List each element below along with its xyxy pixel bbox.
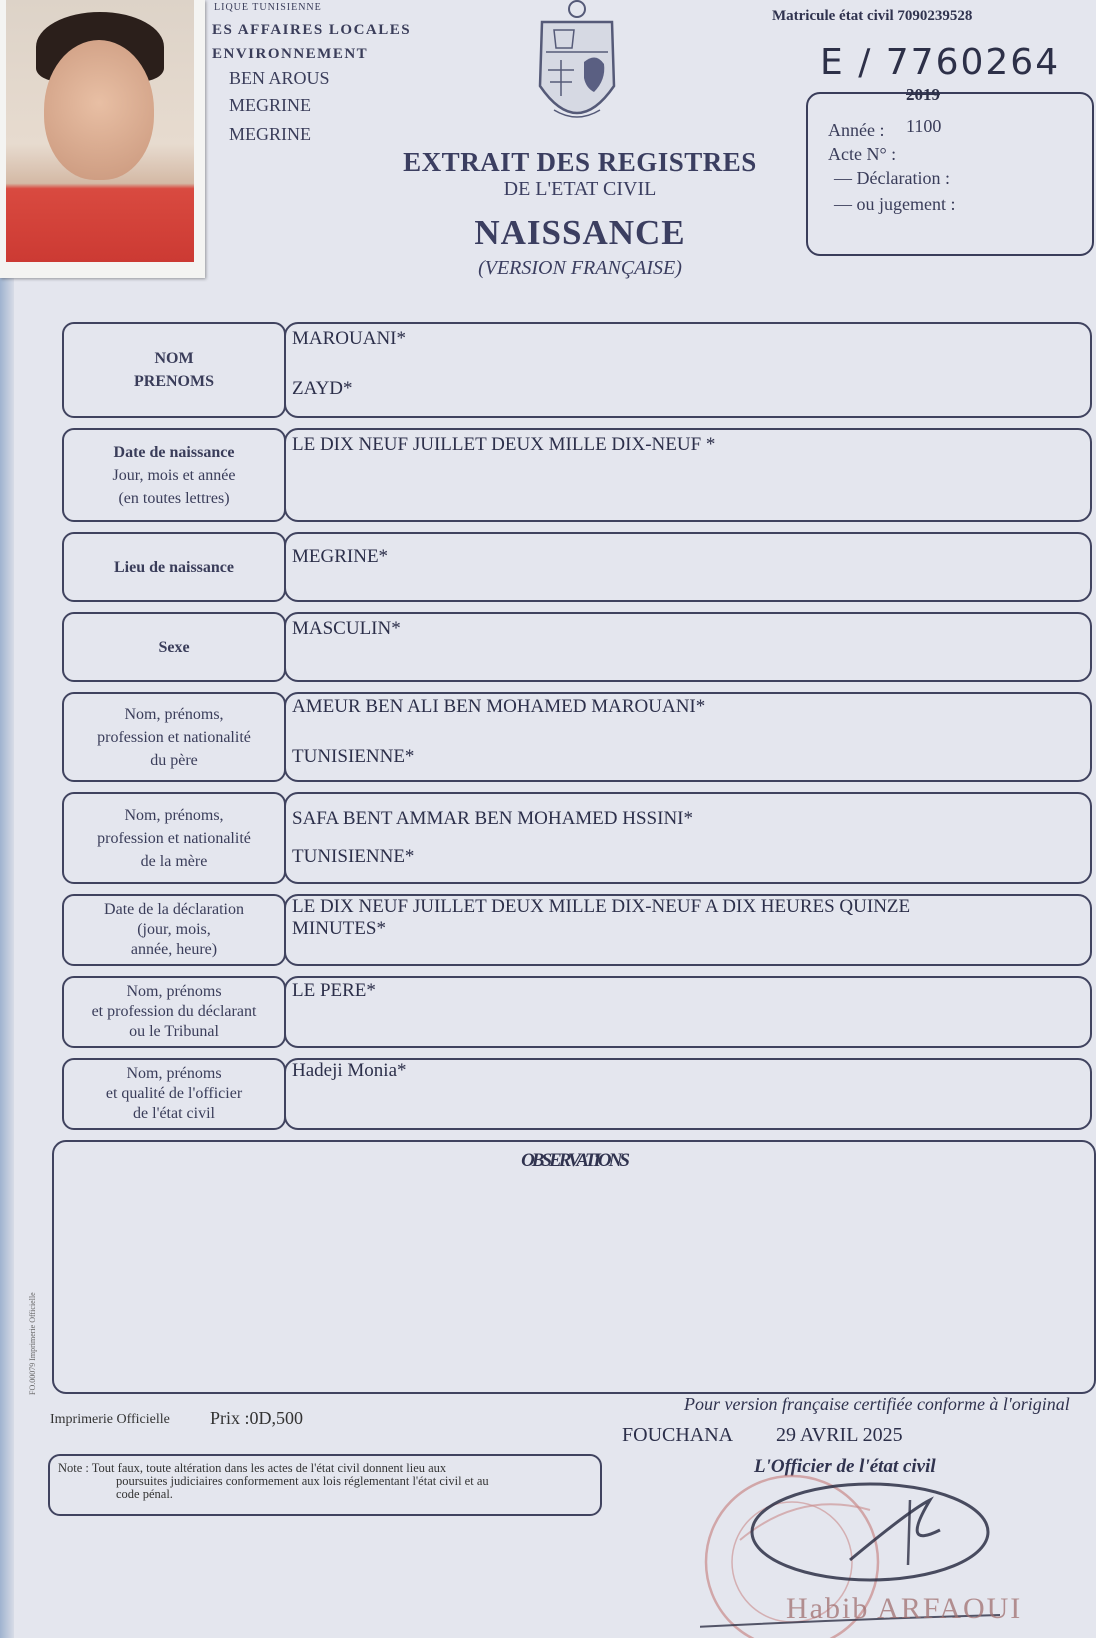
paper-edge (0, 270, 14, 1638)
photo-image (6, 0, 194, 262)
tunisia-emblem-icon (534, 0, 620, 136)
value-declarant-text: LE PERE* (292, 980, 376, 1001)
value-mere-nom: SAFA BENT AMMAR BEN MOHAMED HSSINI* (292, 808, 693, 829)
photo-face (44, 40, 154, 180)
label-lieu-naissance: Lieu de naissance (62, 532, 286, 602)
signature-name: Habib ARFAOUI (786, 1592, 1023, 1625)
value-lieu-naissance-text: MEGRINE* (292, 546, 389, 567)
value-mere (284, 792, 1092, 884)
title-naissance: NAISSANCE (474, 213, 686, 252)
label-declarant: Nom, prénoms et profession du déclarant ou le Tribunal (62, 976, 286, 1048)
annee-number: 1100 (906, 116, 942, 136)
ministry-line1: ES AFFAIRES LOCALES (212, 22, 412, 38)
extrait-number: E / 7760264 (820, 42, 1061, 83)
value-declaration-line1: LE DIX NEUF JUILLET DEUX MILLE DIX-NEUF A DIX HEURES QUINZE (292, 896, 911, 917)
row-pere (62, 692, 1092, 782)
registry-year: 2019 (906, 85, 940, 104)
observations-title: OBSERVATIONS (521, 1150, 627, 1171)
issue-date: 29 AVRIL 2025 (776, 1424, 903, 1446)
row-mere (62, 792, 1092, 884)
row-date-naissance (62, 428, 1092, 522)
note-line3: code pénal. (116, 1487, 173, 1501)
certification-text: Pour version française certifiée conforme à l'original (684, 1394, 1070, 1414)
label-sexe: Sexe (62, 612, 286, 682)
value-date-naissance-text: LE DIX NEUF JUILLET DEUX MILLE DIX-NEUF * (292, 434, 716, 455)
value-declarant (284, 976, 1092, 1048)
jugement-label: — ou jugement : (834, 194, 956, 214)
imprimerie-text: Imprimerie Officielle (50, 1412, 170, 1427)
value-nom-prenoms (284, 322, 1092, 418)
label-nom: NOM PRENOMS (134, 350, 214, 390)
value-date-naissance (284, 428, 1092, 522)
value-pere (284, 692, 1092, 782)
acte-label: Acte N° : (828, 144, 897, 164)
row-declarant (62, 976, 1092, 1048)
value-lieu-naissance (284, 532, 1092, 602)
value-mere-nationalite: TUNISIENNE* (292, 846, 415, 867)
row-sexe (62, 612, 1092, 682)
declaration-label: — Déclaration : (834, 168, 950, 188)
issue-place: FOUCHANA (622, 1424, 734, 1446)
prix-text: Prix :0D,500 (210, 1408, 304, 1428)
value-declaration (284, 894, 1092, 966)
value-sexe (284, 612, 1092, 682)
row-declaration (62, 894, 1092, 966)
note-line2: poursuites judiciaires conformement aux lois réglementant l'état civil et au (116, 1474, 489, 1488)
label-mere: Nom, prénoms, profession et nationalité de la mère (62, 792, 286, 884)
id-photo (0, 0, 205, 278)
observations-box (52, 1140, 1096, 1394)
value-pere-nationalite: TUNISIENNE* (292, 746, 415, 767)
row-lieu-naissance (62, 532, 1092, 602)
republic-text: LIQUE TUNISIENNE (214, 2, 322, 13)
side-print-text: FO.00079 Imprimerie Officielle (28, 1292, 37, 1395)
legal-note (48, 1454, 602, 1516)
value-sexe-text: MASCULIN* (292, 618, 401, 639)
label-declaration: Date de la déclaration (jour, mois, année, heure) (62, 894, 286, 966)
delegation: MEGRINE (229, 95, 311, 115)
title-extrait: EXTRAIT DES REGISTRES (403, 147, 757, 177)
value-declaration-line2: MINUTES* (292, 918, 386, 939)
row-officier (62, 1058, 1092, 1130)
ministry-line2: ENVIRONNEMENT (212, 46, 369, 62)
value-nom: MAROUANI* (292, 328, 406, 349)
title-version: (VERSION FRANÇAISE) (478, 257, 682, 279)
label-date-naissance: Date de naissance Jour, mois et année (en toutes lettres) (62, 428, 286, 522)
municipalite: MEGRINE (229, 124, 311, 144)
officier-title: L'Officier de l'état civil (754, 1456, 936, 1477)
annee-label: Année : (828, 120, 885, 140)
value-officier (284, 1058, 1092, 1130)
matricule: Matricule état civil 7090239528 (772, 8, 973, 24)
label-pere: Nom, prénoms, profession et nationalité du père (62, 692, 286, 782)
value-prenom: ZAYD* (292, 378, 353, 399)
value-pere-nom: AMEUR BEN ALI BEN MOHAMED MAROUANI* (292, 696, 706, 717)
title-etat-civil: DE L'ETAT CIVIL (503, 178, 657, 200)
row-nom-prenoms (62, 322, 1092, 418)
label-officier: Nom, prénoms et qualité de l'officier de l'état civil (62, 1058, 286, 1130)
note-line1: Note : Tout faux, toute altération dans les actes de l'état civil donnent lieu aux (58, 1461, 447, 1475)
label-nom-prenoms (62, 322, 286, 418)
value-officier-text: Hadeji Monia* (292, 1060, 407, 1081)
gouvernorat: BEN AROUS (229, 68, 330, 88)
